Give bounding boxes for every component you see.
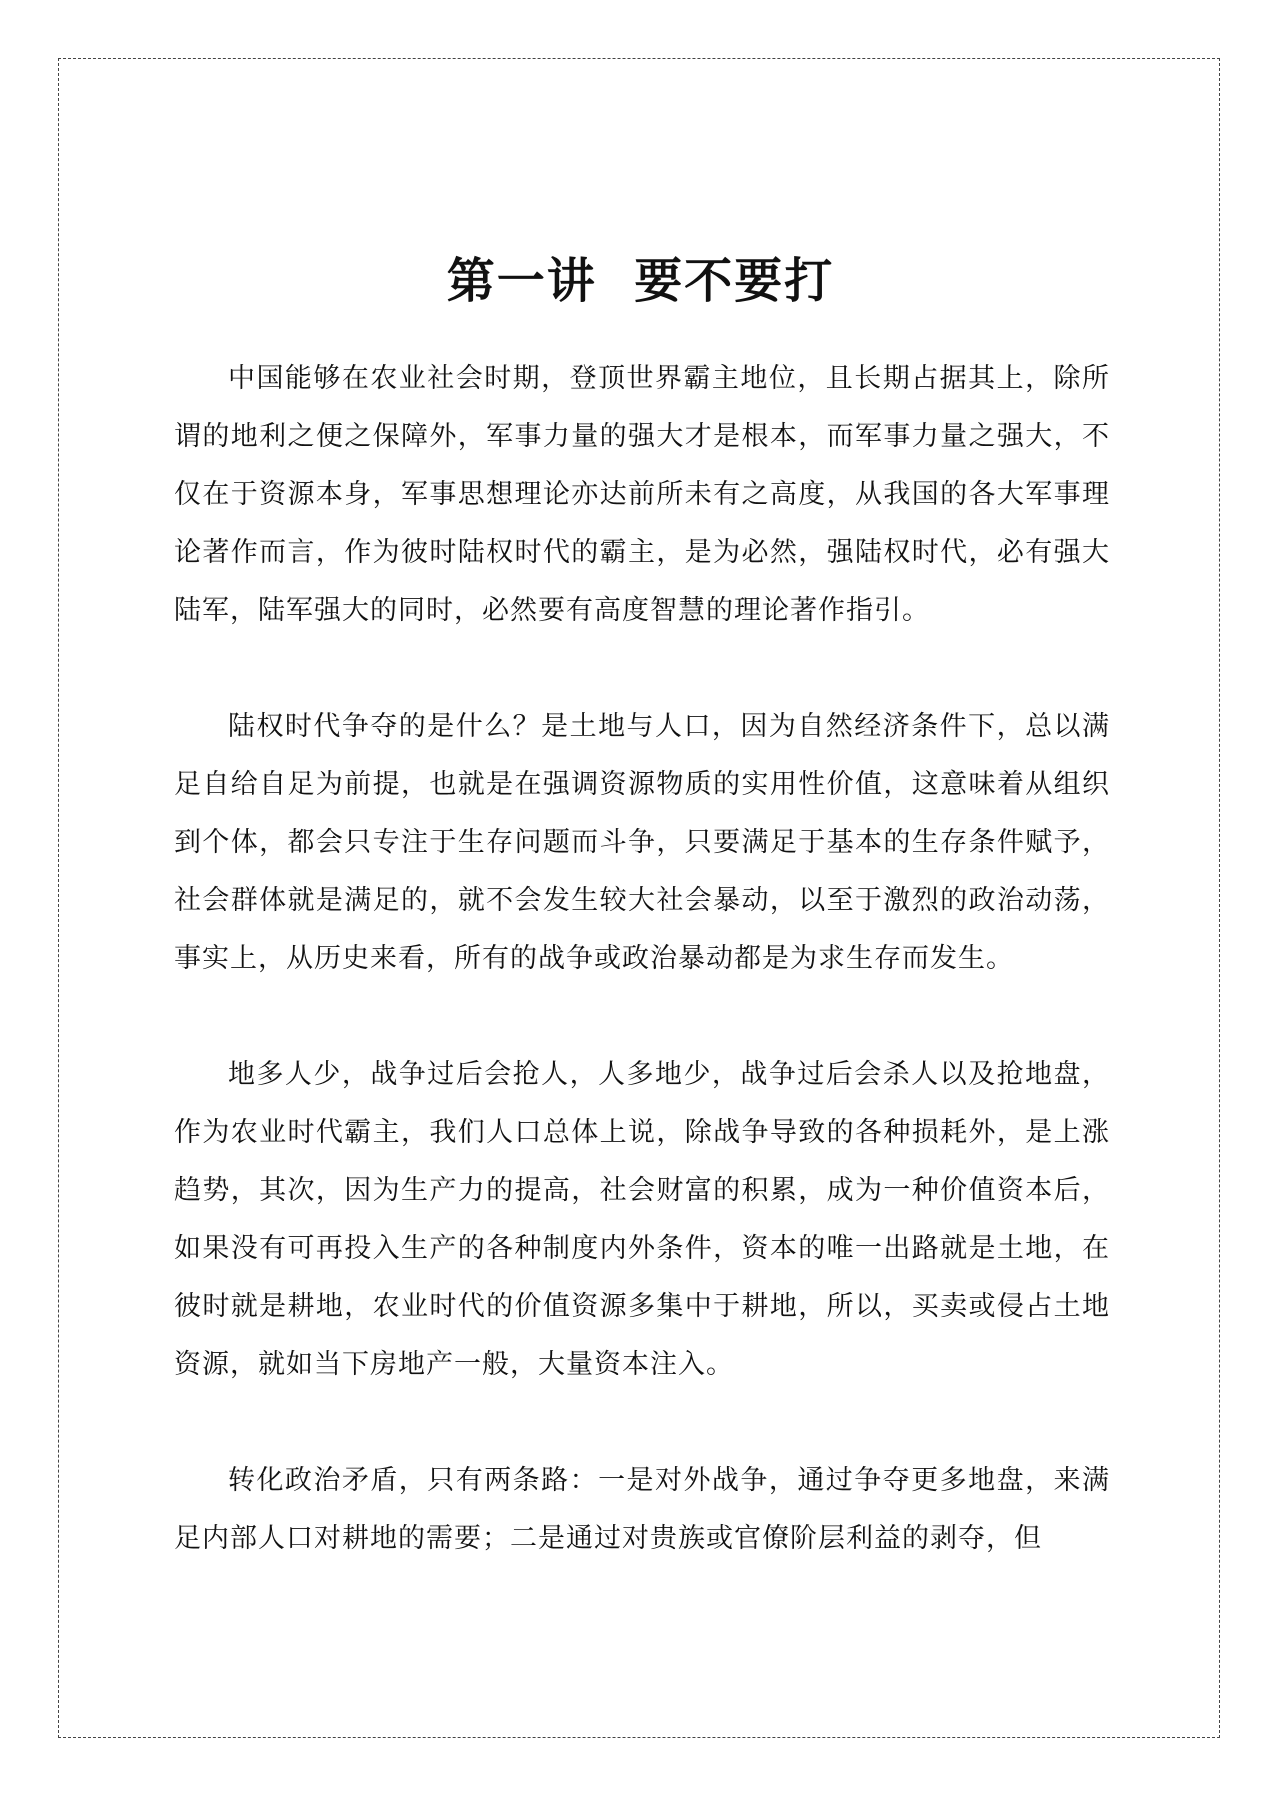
body-text [174,350,1110,1626]
paragraph-3: 地多人少，战争过后会抢人，人多地少，战争过后会杀人以及抢地盘，作为农业时代霸主，我们人口总体上说，除战争导致的各种损耗外，是上涨趋势，其次，因为生产力的提高，社会财富的积累，成为一种价值资本后，如果没有可再投入生产的各种制度内外条件，资本的唯一出路就是土地，在彼时就是耕地，农业时代的价值资源多集中于耕地，所以，买卖或侵占土地资源，就如当下房地产一般，大量资本注入。 [174,1059,1110,1380]
paragraph-1: 中国能够在农业社会时期，登顶世界霸主地位，且长期占据其上，除所谓的地利之便之保障外，军事力量的强大才是根本，而军事力量之强大，不仅在于资源本身，军事思想理论亦达前所未有之高度，从我国的各大军事理论著作而言，作为彼时陆权时代的霸主，是为必然，强陆权时代，必有强大陆军，陆军强大的同时，必然要有高度智慧的理论著作指引。 [174,363,1110,626]
paragraph-4: 转化政治矛盾，只有两条路：一是对外战争，通过争夺更多地盘，来满足内部人口对耕地的需要；二是通过对贵族或官僚阶层利益的剥夺，但 [174,1465,1110,1554]
paragraph-2: 陆权时代争夺的是什么？是土地与人口，因为自然经济条件下，总以满足自给自足为前提，也就是在强调资源物质的实用性价值，这意味着从组织到个体，都会只专注于生存问题而斗争，只要满足于基本的生存条件赋予，社会群体就是满足的，就不会发生较大社会暴动，以至于激烈的政治动荡，事实上，从历史来看，所有的战争或政治暴动都是为求生存而发生。 [174,711,1110,974]
chapter-title: 第一讲 要不要打 [446,253,835,310]
